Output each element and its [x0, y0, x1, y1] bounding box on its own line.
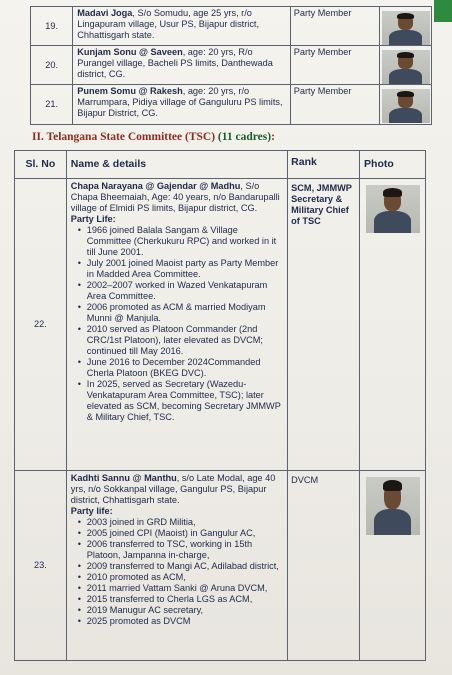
sl-no: 23.	[15, 471, 67, 661]
cadre-photo	[382, 89, 430, 123]
sl-no: 19.	[31, 7, 73, 46]
party-life-label: Party Life:	[70, 214, 116, 224]
list-item: • 2003 joined in GRD Militia,	[87, 517, 283, 528]
cadre-name: Punem Somu @ Rakesh	[77, 86, 183, 96]
section-title: II. Telangana State Committee (TSC)	[32, 131, 216, 143]
photo-cell	[380, 85, 432, 125]
cadre-photo	[366, 477, 420, 535]
table-row	[15, 179, 426, 471]
party-life-label: Party life:	[70, 506, 113, 516]
sl-no: 22.	[15, 179, 67, 471]
cadre-details: , s/o Late Modal, age 40 yrs, n/o Sokkanpal village, Gangulur PS, Bijapur district, Chhattisgarh state.	[70, 473, 276, 505]
sl-no: 20.	[31, 46, 73, 85]
list-item: • 2015 transferred to Cherla LGS as ACM,	[87, 594, 283, 605]
list-item: • 2010 served as Platoon Commander (2nd CRC/1st Platoon), later elevated as DVCM; continued till May 2016.	[87, 324, 283, 357]
cadre-name: Chapa Narayana @ Gajendar @ Madhu	[70, 181, 241, 191]
list-item: • In 2025, served as Secretary (Wazedu-Venkatapuram Area Committee, TSC); later elevated as SCM, becoming Secretary JMMWP & Military Chief, TSC.	[87, 379, 283, 423]
cadre-details: , age: 20 yrs, r/o Marrumpara, Pidiya village of Ganguluru PS limits, Bijapur District, CG.	[77, 86, 283, 118]
col-header-photo: Photo	[360, 151, 426, 179]
party-life-list	[71, 517, 283, 627]
list-item: • 2006 transferred to TSC, working in 15th Platoon, Jampanna in-charge,	[87, 539, 283, 561]
rank: DVCM	[288, 471, 360, 661]
col-header-name: Name & details	[66, 151, 287, 179]
list-item: • 2006 promoted as ACM & married Modiyam Munni @ Manjula.	[87, 302, 283, 324]
list-item: • 2019 Manugur AC secretary,	[87, 605, 283, 616]
list-item: • June 2016 to December 2024Commanded Cherla Platoon (BKEG DVC).	[87, 357, 283, 379]
rank: SCM, JMMWP Secretary & Military Chief of TSC	[288, 179, 360, 471]
list-item: • 2002–2007 worked in Wazed Venkatapuram Area Committee.	[87, 280, 283, 302]
table-row	[31, 46, 432, 85]
list-item: • 2010 promoted as ACM,	[87, 572, 283, 583]
table-row	[15, 471, 426, 661]
list-item: • 2009 transferred to Mangi AC, Adilabad district,	[87, 561, 283, 572]
name-details	[66, 471, 287, 661]
cadre-name: Kadhti Sannu @ Manthu	[70, 473, 177, 483]
photo-cell	[360, 471, 426, 661]
section-count: (11 cadres)	[217, 131, 272, 143]
page-edge-tab	[434, 0, 452, 22]
cadre-details: , S/o Somudu, age 25 yrs, r/o Lingapuram village, Usur PS, Bijapur district, Chhattisgarh state.	[77, 8, 260, 40]
list-item: • 1966 joined Balala Sangam & Village Committee (Cherkukuru RPC) and worked in it till June 2001.	[87, 225, 283, 258]
rank: Party Member	[290, 46, 380, 85]
cadre-details: , age: 20 yrs, R/o Purangel village, Bacheli PS limits, Danthewada district, CG.	[77, 47, 273, 79]
col-header-sl: Sl. No	[15, 151, 67, 179]
col-header-rank: Rank	[288, 151, 360, 179]
name-details	[73, 85, 291, 125]
list-item: • 2005 joined CPI (Maoist) in Gangulur AC,	[87, 528, 283, 539]
table-row	[31, 7, 432, 46]
cadre-photo	[382, 11, 430, 45]
list-item: • 2011 married Vattam Sanki @ Aruna DVCM,	[87, 583, 283, 594]
cadre-table-tsc	[14, 150, 426, 661]
sl-no: 21.	[31, 85, 73, 125]
cadre-name: Kunjam Sonu @ Saveen	[77, 47, 183, 57]
name-details	[73, 7, 291, 46]
cadre-details: , S/o Chapa Bheemaiah, Age: 40 years, n/o Bandarupalli village of Elmidi PS limits, Bijapur district, CG.	[70, 181, 280, 213]
section-heading	[32, 131, 275, 143]
rank: Party Member	[290, 7, 380, 46]
table-row	[31, 85, 432, 125]
party-life-list	[71, 225, 283, 423]
cadre-photo	[366, 185, 420, 233]
photo-cell	[380, 7, 432, 46]
name-details	[66, 179, 287, 471]
section-suffix: :	[271, 131, 275, 143]
list-item: • 2025 promoted as DVCM	[87, 616, 283, 627]
cadre-table-part1	[30, 6, 432, 125]
cadre-name: Madavi Joga	[77, 8, 133, 18]
photo-cell	[380, 46, 432, 85]
table-header-row	[15, 151, 426, 179]
name-details	[73, 46, 291, 85]
list-item: • July 2001 joined Maoist party as Party Member in Madded Area Committee.	[87, 258, 283, 280]
photo-cell	[360, 179, 426, 471]
cadre-photo	[382, 50, 430, 84]
rank: Party Member	[290, 85, 380, 125]
